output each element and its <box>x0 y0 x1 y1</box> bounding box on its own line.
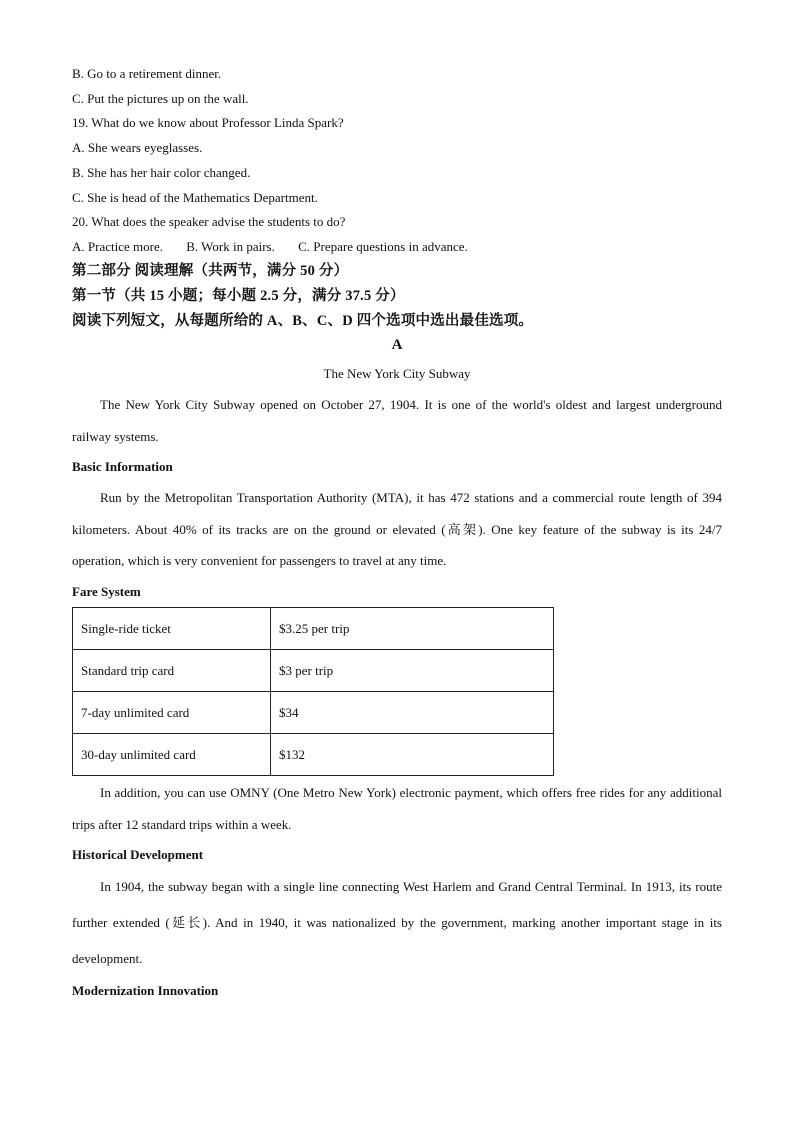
fare-type-cell: 7-day unlimited card <box>73 692 271 734</box>
part-title: 第二部分 阅读理解（共两节，满分 50 分） <box>72 263 349 279</box>
passage-title: The New York City Subway <box>323 366 471 381</box>
fare-price-cell: $3 per trip <box>271 650 554 692</box>
q20-option-b: B. Work in pairs. <box>186 239 275 254</box>
instruction: 阅读下列短文，从每题所给的 A、B、C、D 四个选项中选出最佳选项。 <box>72 313 534 329</box>
passage-letter: A <box>391 337 403 353</box>
fare-type-cell: Standard trip card <box>73 650 271 692</box>
fare-price-cell: $34 <box>271 692 554 734</box>
table-row <box>73 608 554 650</box>
history-paragraph: In 1904, the subway began with a single line connecting West Harlem and Grand Central Terminal. In 1913, its route further extended (延长). And in 1940, it was nationalized by the government, marking another important stage in its development. <box>72 879 722 966</box>
q20-question: 20. What does the speaker advise the students to do? <box>72 214 346 229</box>
table-row <box>73 692 554 734</box>
table-row <box>73 650 554 692</box>
table-row <box>73 734 554 776</box>
fare-type-cell: 30-day unlimited card <box>73 734 271 776</box>
fare-table <box>72 607 554 776</box>
q19-option-b: B. She has her hair color changed. <box>72 165 251 180</box>
subsection-title: 第一节（共 15 小题；每小题 2.5 分，满分 37.5 分） <box>72 288 405 304</box>
q19-option-c: C. She is head of the Mathematics Department. <box>72 190 318 205</box>
fare-type-cell: Single-ride ticket <box>73 608 271 650</box>
heading-modernization-innovation: Modernization Innovation <box>72 983 219 998</box>
q20-option-a: A. Practice more. <box>72 239 163 254</box>
q18-option-b: B. Go to a retirement dinner. <box>72 66 222 81</box>
heading-basic-information: Basic Information <box>72 459 173 474</box>
heading-historical-development: Historical Development <box>72 847 204 862</box>
fare-price-cell: $132 <box>271 734 554 776</box>
q20-option-c: C. Prepare questions in advance. <box>298 239 468 254</box>
fare-price-cell: $3.25 per trip <box>271 608 554 650</box>
q18-option-c: C. Put the pictures up on the wall. <box>72 91 249 106</box>
q19-question: 19. What do we know about Professor Linda Spark? <box>72 115 344 130</box>
q19-option-a: A. She wears eyeglasses. <box>72 140 203 155</box>
q20-options <box>72 239 488 255</box>
heading-fare-system: Fare System <box>72 584 141 599</box>
omny-paragraph: In addition, you can use OMNY (One Metro New York) electronic payment, which offers free rides for any additional trips after 12 standard trips within a week. <box>72 785 722 832</box>
basic-paragraph: Run by the Metropolitan Transportation Authority (MTA), it has 472 stations and a commercial route length of 394 kilometers. About 40% of its tracks are on the ground or elevated (高架). One key feature of the subway is its 24/7 operation, which is very convenient for passengers to travel at any time. <box>72 490 722 568</box>
intro-paragraph: The New York City Subway opened on October 27, 1904. It is one of the world's oldest and largest underground railway systems. <box>72 397 722 444</box>
